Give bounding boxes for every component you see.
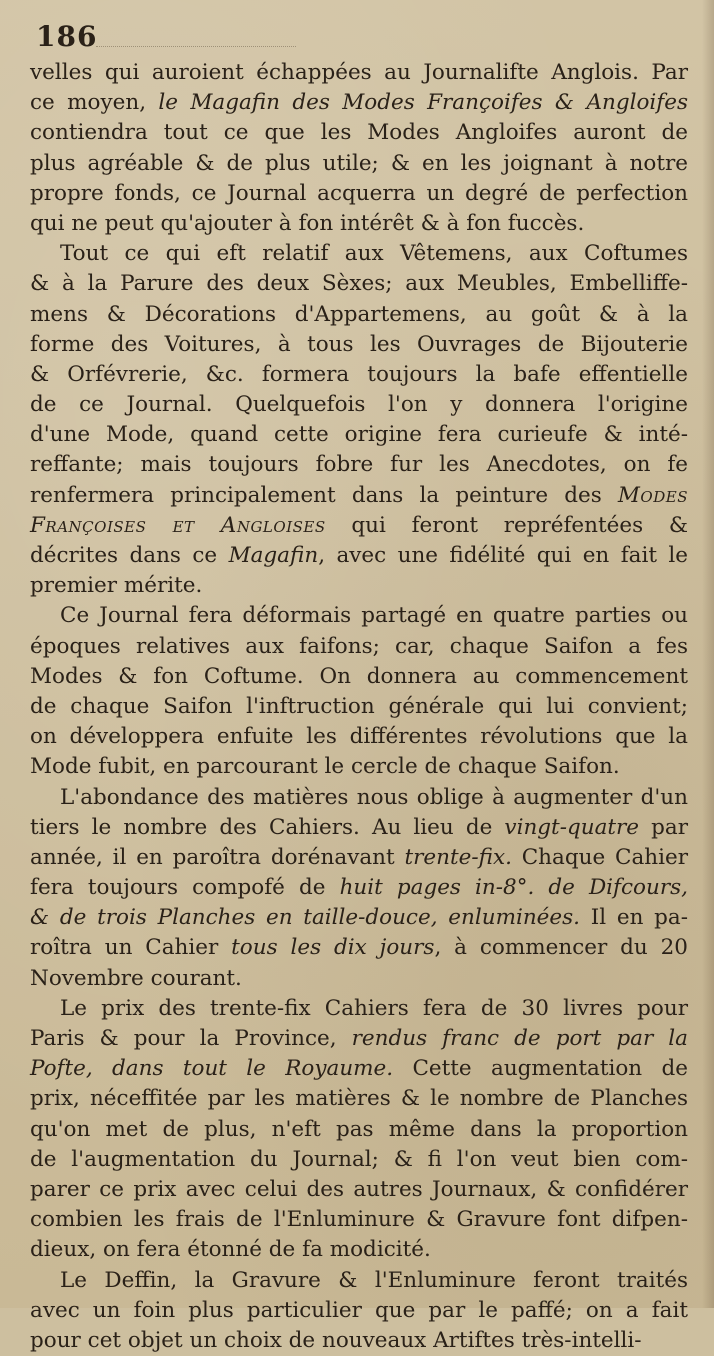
text-run: tiers le nombre des Cahiers. Au lieu de: [30, 815, 504, 840]
text-line: [30, 300, 688, 330]
text-line: [30, 149, 688, 179]
text-line: [30, 783, 688, 813]
text-run: velles qui auroient échappées au Journalifte Anglois. Par: [30, 60, 688, 85]
text-run: fera toujours compofé de: [30, 875, 340, 900]
body-text: [30, 58, 688, 1356]
text-run: décrites dans ce: [30, 543, 229, 568]
text-line: [30, 450, 688, 480]
text-line: [30, 632, 688, 662]
text-line: [30, 1326, 688, 1356]
italic-run: Magafin: [229, 543, 319, 568]
text-line: [30, 1054, 688, 1084]
italic-run: le Magafin des Modes Françoifes & Angloifes: [158, 90, 688, 115]
text-run: reffante; mais toujours fobre fur les Anecdotes, on fe: [30, 452, 688, 477]
text-line: [30, 58, 688, 88]
text-run: de l'augmentation du Journal; & fi l'on veut bien com-: [30, 1147, 688, 1172]
text-run: premier mérite.: [30, 573, 202, 598]
text-run: parer ce prix avec celui des autres Journaux, & confidérer: [30, 1177, 688, 1202]
text-line: [30, 813, 688, 843]
italic-run: Pofte, dans tout le Royaume.: [30, 1056, 393, 1081]
text-run: ce moyen,: [30, 90, 158, 115]
italic-run: rendus franc de port par la: [352, 1026, 688, 1051]
text-run: Modes & fon Coftume. On donnera au commencement: [30, 664, 688, 689]
text-run: par: [639, 815, 688, 840]
text-run: Novembre courant.: [30, 966, 242, 991]
text-run: & Orfévrerie, &c. formera toujours la bafe effentielle: [30, 362, 688, 387]
text-run: on développera enfuite les différentes révolutions que la: [30, 724, 688, 749]
text-line: [30, 843, 688, 873]
text-run: époques relatives aux faifons; car, chaque Saifon a fes: [30, 634, 688, 659]
text-line: [30, 692, 688, 722]
text-run: avec un foin plus particulier que par le paffé; on a fait: [30, 1298, 688, 1323]
italic-run: & de trois Planches en taille-douce, enluminées.: [30, 905, 580, 930]
text-line: [30, 601, 688, 631]
text-run: & à la Parure des deux Sèxes; aux Meubles, Embelliffe-: [30, 271, 688, 296]
text-run: L'abondance des matières nous oblige à augmenter d'un: [60, 785, 688, 810]
paragraph: [30, 783, 688, 994]
paragraph: [30, 58, 688, 239]
text-line: [30, 541, 688, 571]
text-run: pour cet objet un choix de nouveaux Artiftes très-intelli-: [30, 1328, 642, 1353]
text-run: d'une Mode, quand cette origine fera curieufe & inté-: [30, 422, 688, 447]
small-caps-run: Françoises et Angloises: [30, 513, 326, 538]
text-line: [30, 873, 688, 903]
text-run: qui feront repréfentées &: [326, 513, 688, 538]
paragraph: [30, 1266, 688, 1356]
text-line: [30, 933, 688, 963]
text-line: [30, 511, 688, 541]
text-run: Il en pa-: [580, 905, 688, 930]
page-number: 186: [36, 20, 97, 53]
text-run: Le Deffin, la Gravure & l'Enluminure feront traités: [60, 1268, 688, 1293]
text-line: [30, 88, 688, 118]
text-line: [30, 571, 688, 601]
text-run: dieux, on fera étonné de fa modicité.: [30, 1237, 431, 1262]
italic-run: vingt-quatre: [504, 815, 639, 840]
text-line: [30, 1205, 688, 1235]
paragraph: [30, 601, 688, 782]
italic-run: trente-fix.: [404, 845, 511, 870]
text-line: [30, 903, 688, 933]
text-line: [30, 481, 688, 511]
text-line: [30, 118, 688, 148]
page-edge-shadow: [702, 0, 714, 1308]
text-run: forme des Voitures, à tous les Ouvrages de Bijouterie: [30, 332, 688, 357]
text-run: combien les frais de l'Enluminure & Gravure font difpen-: [30, 1207, 688, 1232]
header-rule: [96, 46, 296, 47]
text-line: [30, 1115, 688, 1145]
italic-run: huit pages in-8°. de Difcours,: [340, 875, 688, 900]
text-run: plus agréable & de plus utile; & en les joignant à notre: [30, 151, 688, 176]
text-line: [30, 752, 688, 782]
text-line: [30, 1296, 688, 1326]
small-caps-run: Modes: [618, 483, 688, 508]
italic-run: tous les dix jours: [231, 935, 434, 960]
text-line: [30, 994, 688, 1024]
text-line: [30, 1175, 688, 1205]
text-run: Ce Journal fera déformais partagé en quatre parties ou: [60, 603, 688, 628]
text-run: , à commencer du 20: [434, 935, 688, 960]
text-line: [30, 1145, 688, 1175]
text-run: contiendra tout ce que les Modes Angloifes auront de: [30, 120, 688, 145]
text-line: [30, 1235, 688, 1265]
text-line: [30, 1084, 688, 1114]
paragraph: [30, 994, 688, 1266]
text-run: Tout ce qui eft relatif aux Vêtemens, aux Coftumes: [60, 241, 688, 266]
text-line: [30, 239, 688, 269]
text-run: qui ne peut qu'ajouter à fon intérêt & à fon fuccès.: [30, 211, 584, 236]
text-line: [30, 722, 688, 752]
text-run: mens & Décorations d'Appartemens, au goût & à la: [30, 302, 688, 327]
text-run: propre fonds, ce Journal acquerra un degré de perfection: [30, 181, 688, 206]
text-line: [30, 390, 688, 420]
text-run: Le prix des trente-fix Cahiers fera de 30 livres pour: [60, 996, 688, 1021]
text-run: de chaque Saifon l'inftruction générale qui lui convient;: [30, 694, 688, 719]
text-run: qu'on met de plus, n'eft pas même dans la proportion: [30, 1117, 688, 1142]
text-run: , avec une fidélité qui en fait le: [318, 543, 688, 568]
text-line: [30, 1024, 688, 1054]
text-run: renfermera principalement dans la peinture des: [30, 483, 618, 508]
text-line: [30, 330, 688, 360]
text-line: [30, 420, 688, 450]
text-run: Chaque Cahier: [512, 845, 688, 870]
text-line: [30, 964, 688, 994]
paragraph: [30, 239, 688, 601]
text-line: [30, 209, 688, 239]
text-run: prix, néceffitée par les matières & le nombre de Planches: [30, 1086, 688, 1111]
text-run: de ce Journal. Quelquefois l'on y donnera l'origine: [30, 392, 688, 417]
text-line: [30, 269, 688, 299]
text-line: [30, 1266, 688, 1296]
text-run: Paris & pour la Province,: [30, 1026, 352, 1051]
text-line: [30, 179, 688, 209]
text-run: roîtra un Cahier: [30, 935, 231, 960]
text-run: année, il en paroîtra dorénavant: [30, 845, 404, 870]
text-run: Mode fubit, en parcourant le cercle de chaque Saifon.: [30, 754, 620, 779]
text-run: Cette augmentation de: [393, 1056, 688, 1081]
text-line: [30, 360, 688, 390]
text-line: [30, 662, 688, 692]
